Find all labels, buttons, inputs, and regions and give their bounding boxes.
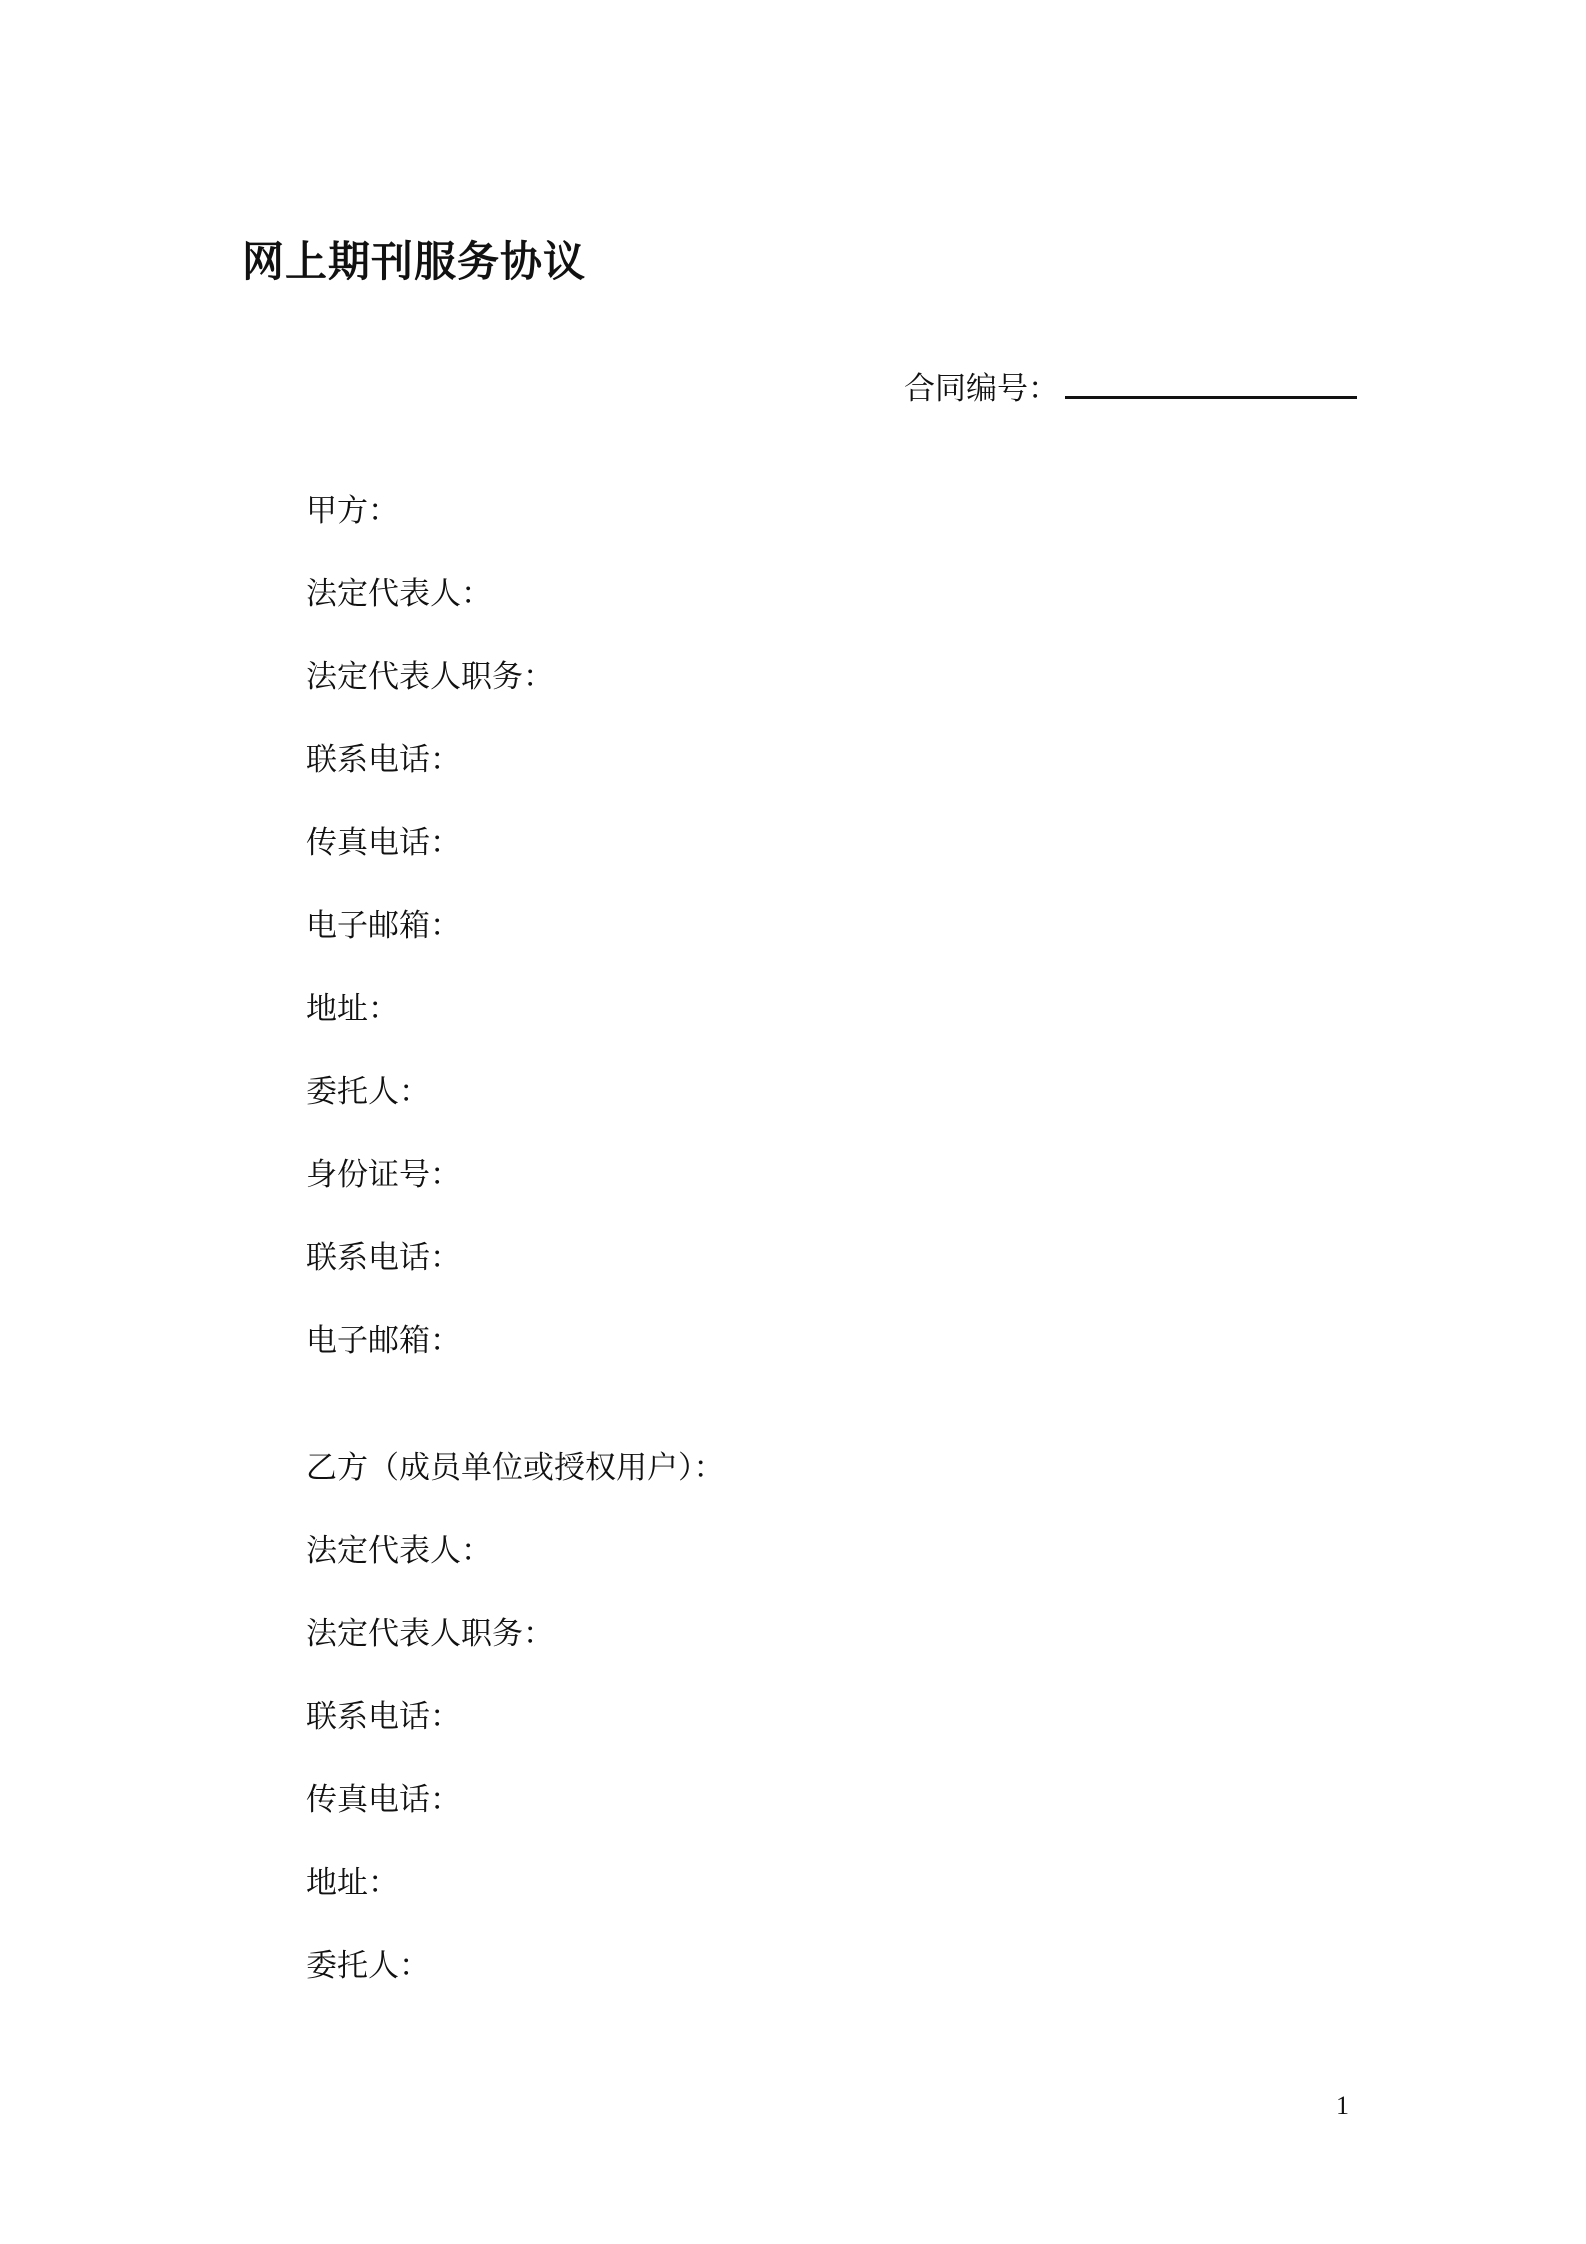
party-b-legal-rep-label: 法定代表人：: [306, 1533, 492, 1569]
party-a-name-label: 甲方：: [306, 493, 399, 529]
contract-number-blank: [1065, 374, 1357, 399]
party-b-legal-rep-title-label: 法定代表人职务：: [306, 1616, 554, 1652]
party-b-phone-label: 联系电话：: [306, 1699, 461, 1735]
party-b-fax-label: 传真电话：: [306, 1782, 461, 1818]
party-a-agent-label: 委托人：: [306, 1074, 430, 1110]
party-b-agent-label: 委托人：: [306, 1948, 430, 1984]
document-title: 网上期刊服务协议: [242, 237, 587, 286]
party-a-fax-label: 传真电话：: [306, 825, 461, 861]
party-a-address-label: 地址：: [306, 991, 399, 1027]
party-a-email-label: 电子邮箱：: [306, 908, 461, 944]
party-a-agent-id-label: 身份证号：: [306, 1157, 461, 1193]
page-number: 1: [1336, 2091, 1349, 2120]
contract-number-line: [904, 366, 1357, 412]
party-b-address-label: 地址：: [306, 1865, 399, 1901]
party-a-agent-email-label: 电子邮箱：: [306, 1323, 461, 1359]
party-a-legal-rep-title-label: 法定代表人职务：: [306, 659, 554, 695]
party-a-agent-phone-label: 联系电话：: [306, 1240, 461, 1276]
party-b-name-label: 乙方（成员单位或授权用户）：: [306, 1450, 725, 1486]
party-a-legal-rep-label: 法定代表人：: [306, 576, 492, 612]
party-a-phone-label: 联系电话：: [306, 742, 461, 778]
contract-number-label: 合同编号：: [904, 371, 1059, 407]
